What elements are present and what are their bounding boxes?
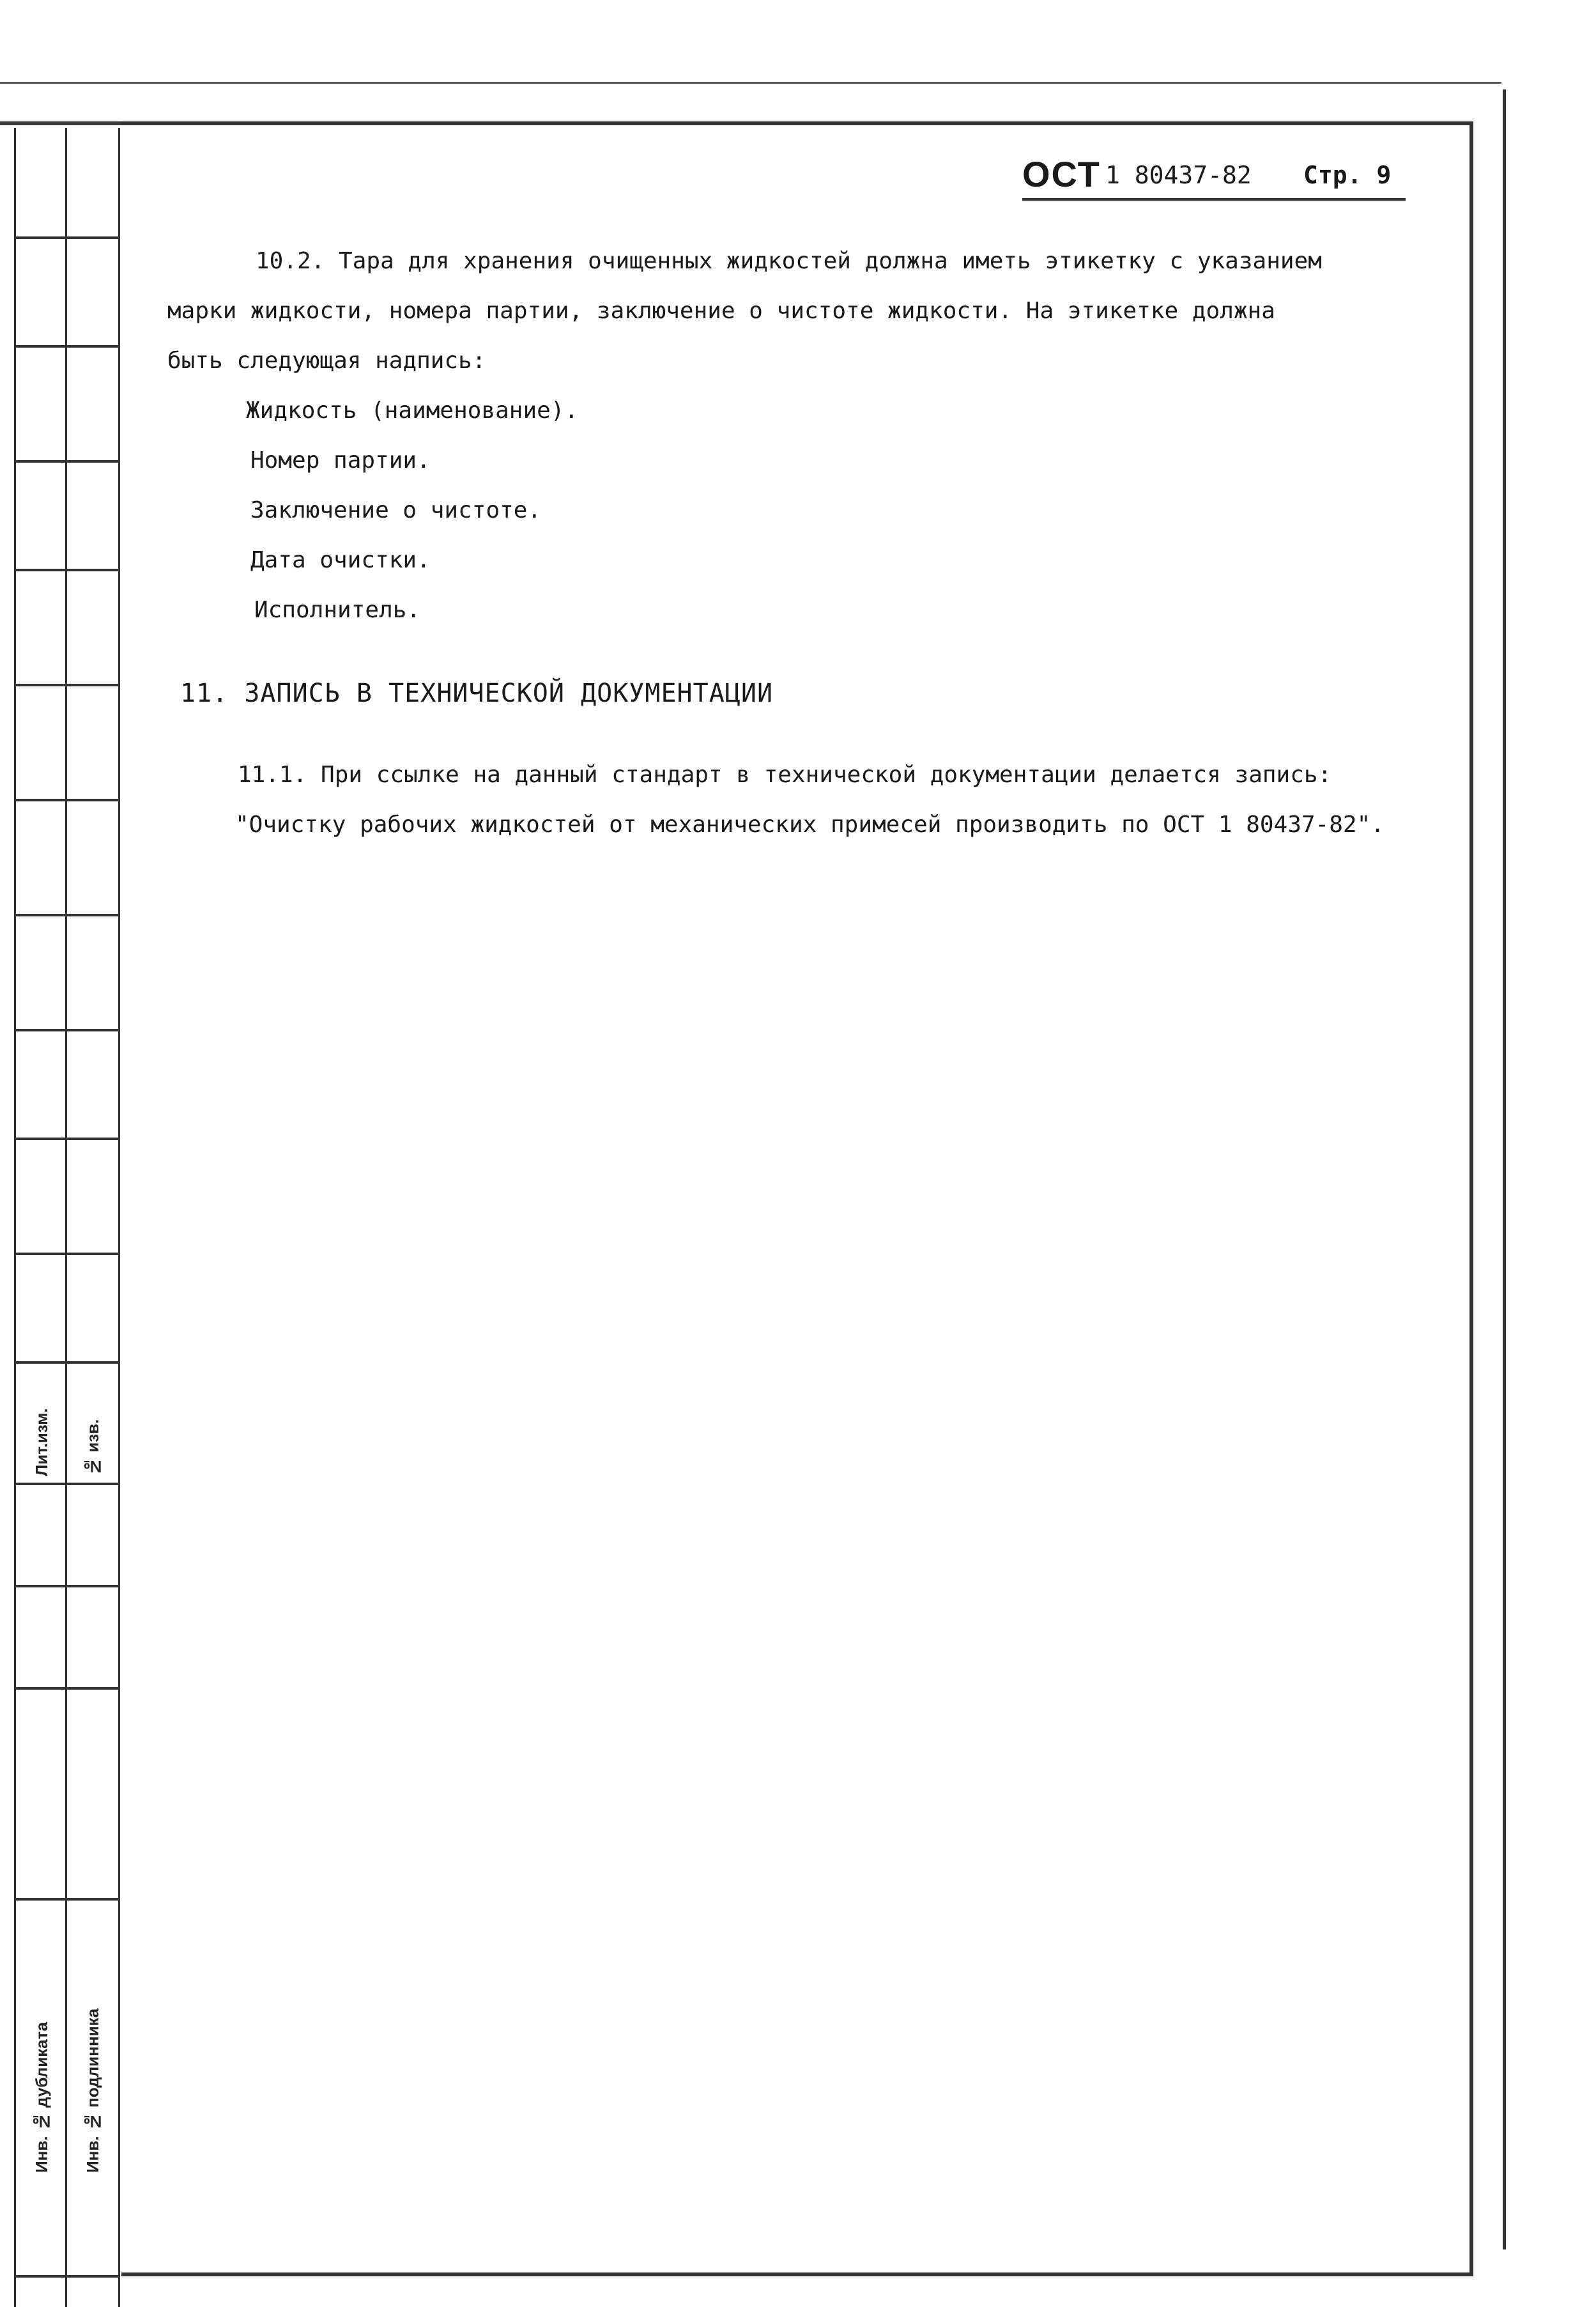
strip-line: [14, 799, 120, 801]
strip-line: [14, 914, 120, 916]
strip-line: [14, 1483, 120, 1485]
label-item: Дата очистки.: [250, 547, 431, 573]
inv-podl-label: Инв. № подлинника: [83, 2008, 102, 2173]
page-header: [1022, 153, 1406, 201]
para-11-1-line2: "Очистку рабочих жидкостей от механических примесей производить по ОСТ 1 80437-82".: [235, 812, 1385, 838]
para-10-2-line2: марки жидкости, номера партии, заключение о чистоте жидкости. На этикетке должна: [167, 298, 1275, 324]
left-stamp-strip: [14, 128, 120, 2307]
strip-line: [14, 236, 120, 239]
strip-line: [65, 128, 67, 2307]
strip-line: [14, 1585, 120, 1587]
strip-line: [14, 460, 120, 463]
inv-dubl-label: Инв. № дубликата: [32, 2022, 51, 2173]
label-item: Исполнитель.: [254, 597, 421, 623]
strip-line: [14, 1029, 120, 1031]
para-10-2-line3: быть следующая надпись:: [167, 348, 486, 374]
page-number: Стр. 9: [1303, 161, 1392, 189]
strip-line: [14, 128, 16, 2307]
strip-line: [118, 128, 120, 2307]
strip-line: [14, 2275, 120, 2278]
strip-line: [14, 569, 120, 571]
outer-top-rule: [0, 82, 1501, 84]
strip-line: [14, 684, 120, 686]
section-11-heading: 11. ЗАПИСЬ В ТЕХНИЧЕСКОЙ ДОКУМЕНТАЦИИ: [180, 679, 774, 708]
outer-right-rule: [1503, 89, 1506, 2249]
standard-number: 1 80437-82: [1105, 161, 1252, 189]
strip-line: [14, 1687, 120, 1690]
strip-line: [14, 1361, 120, 1364]
strip-line: [14, 345, 120, 348]
label-item: Заключение о чистоте.: [250, 497, 542, 523]
strip-line: [14, 1898, 120, 1901]
para-11-1-line1: 11.1. При ссылке на данный стандарт в технической документации делается запись:: [238, 762, 1332, 788]
label-item: Жидкость (наименование).: [246, 397, 579, 424]
strip-line: [14, 1253, 120, 1255]
standard-prefix: ОСТ: [1022, 154, 1101, 194]
strip-line: [14, 1138, 120, 1140]
para-10-2-line1: 10.2. Тара для хранения очищенных жидкостей должна иметь этикетку с указанием: [256, 248, 1322, 274]
lit-izm-label: Лит.изм.: [32, 1408, 51, 1476]
label-item: Номер партии.: [250, 447, 431, 474]
no-izv-label: № изв.: [83, 1419, 102, 1476]
